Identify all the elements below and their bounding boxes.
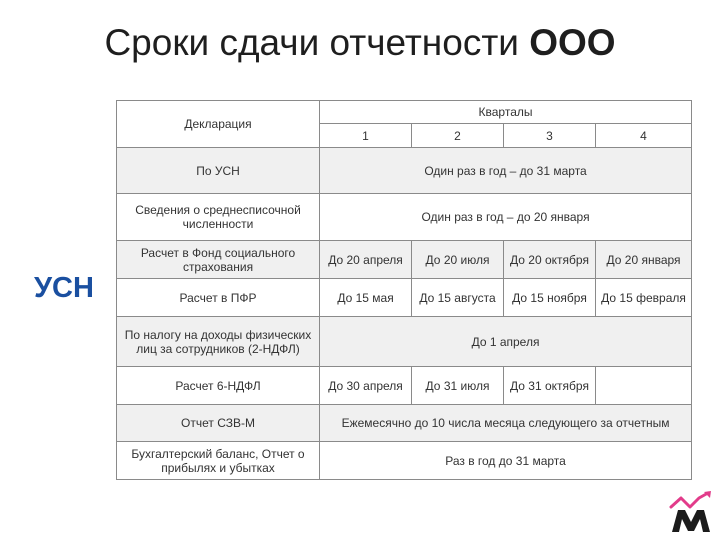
table-row [117,405,692,442]
row-name: По налогу на доходы физических лиц за сотрудников (2-НДФЛ) [117,317,320,367]
row-cell: До 15 ноября [504,279,596,317]
row-merged-value: До 1 апреля [320,317,692,367]
row-name: Отчет СЗВ-М [117,405,320,442]
row-merged-value: Один раз в год – до 31 марта [320,148,692,194]
table-row [117,367,692,405]
title-main: Сроки сдачи отчетности [104,22,530,63]
table-row [117,194,692,241]
header-quarter-4: 4 [596,124,692,148]
row-cell: До 31 октября [504,367,596,405]
row-name: По УСН [117,148,320,194]
table-row [117,241,692,279]
row-merged-value: Раз в год до 31 марта [320,442,692,480]
row-name: Расчет 6-НДФЛ [117,367,320,405]
row-cell [596,367,692,405]
deadlines-table [116,100,692,480]
row-merged-value: Ежемесячно до 10 числа месяца следующего за отчетным [320,405,692,442]
row-cell: До 30 апреля [320,367,412,405]
header-quarter-3: 3 [504,124,596,148]
header-declaration: Декларация [117,101,320,148]
title-bold: ООО [529,22,616,63]
table-row [117,317,692,367]
row-name: Расчет в Фонд социального страхования [117,241,320,279]
side-label-usn: УСН [34,272,94,304]
row-cell: До 20 апреля [320,241,412,279]
row-cell: До 20 января [596,241,692,279]
row-name: Сведения о среднесписочной численности [117,194,320,241]
row-cell: До 15 февраля [596,279,692,317]
row-merged-value: Один раз в год – до 20 января [320,194,692,241]
header-quarter-1: 1 [320,124,412,148]
row-cell: До 20 октября [504,241,596,279]
page-title [0,22,720,64]
header-quarters: Кварталы [320,101,692,124]
row-name: Бухгалтерский баланс, Отчет о прибылях и убытках [117,442,320,480]
table-row [117,279,692,317]
row-cell: До 20 июля [412,241,504,279]
row-cell: До 15 августа [412,279,504,317]
row-name: Расчет в ПФР [117,279,320,317]
table-row [117,148,692,194]
row-cell: До 15 мая [320,279,412,317]
table-row [117,442,692,480]
row-cell: До 31 июля [412,367,504,405]
brand-logo-icon [668,490,714,534]
header-quarter-2: 2 [412,124,504,148]
